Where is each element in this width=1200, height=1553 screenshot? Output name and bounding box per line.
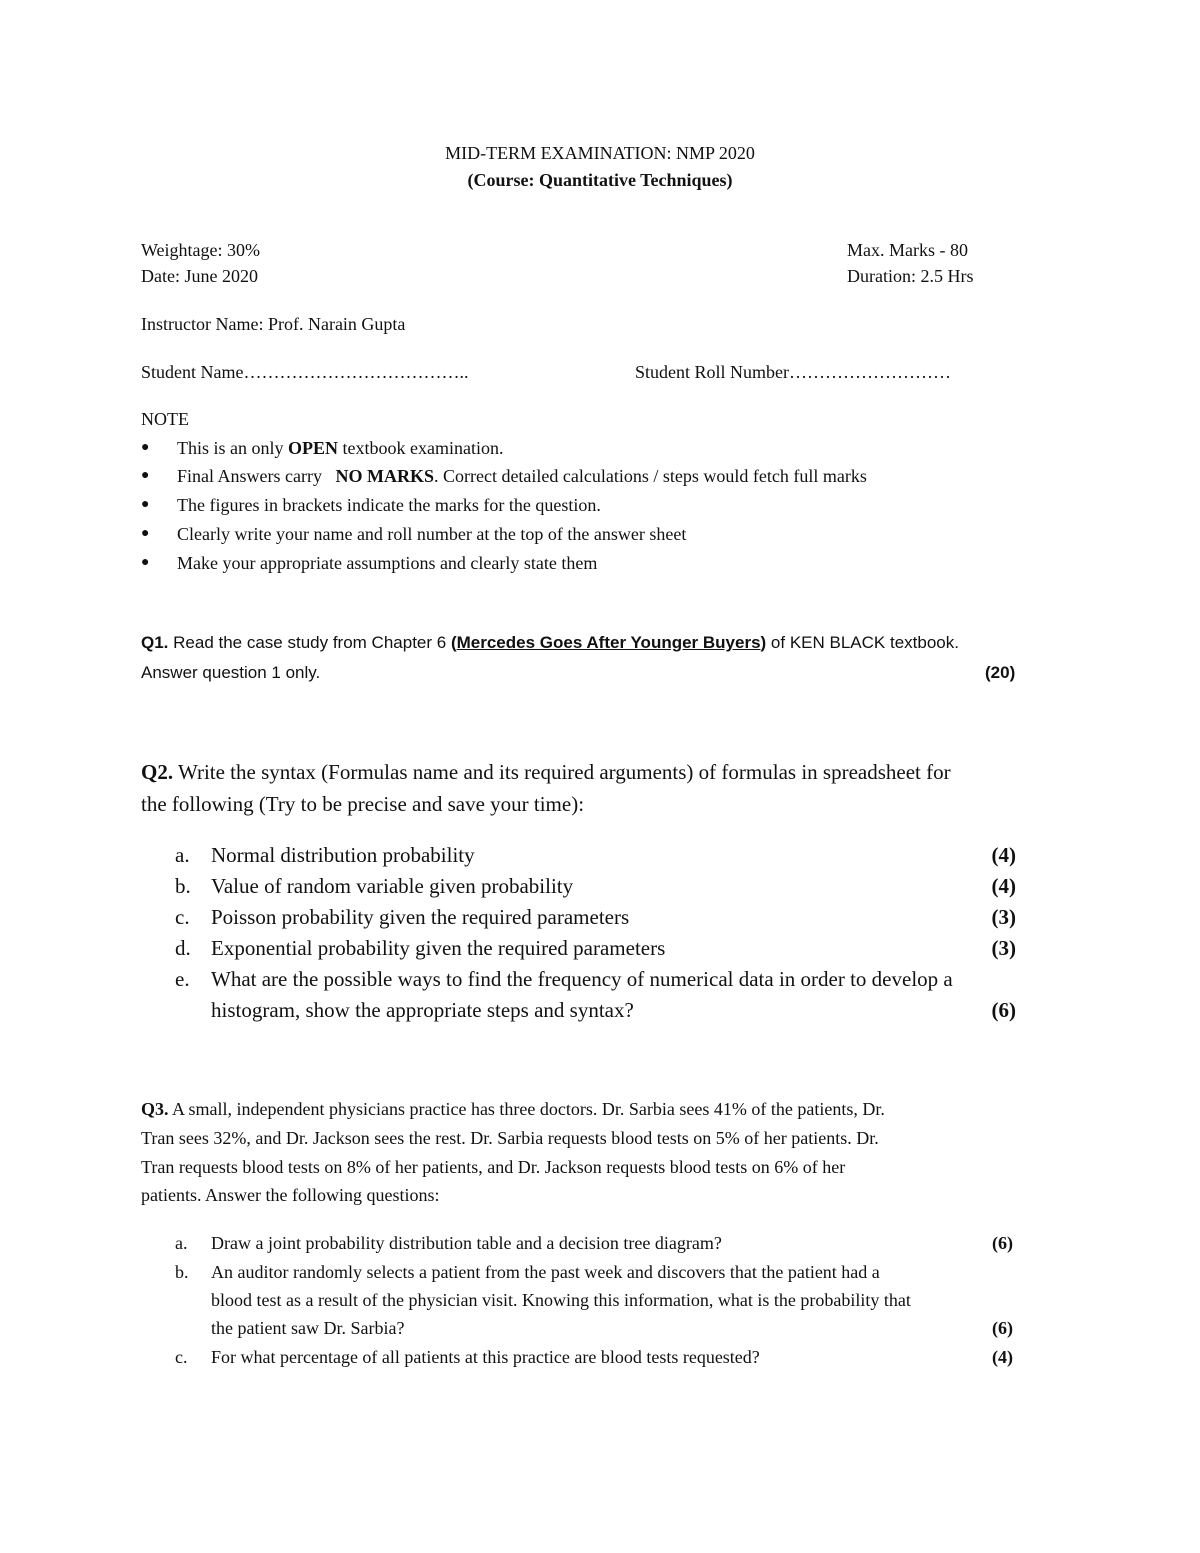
max-marks: Max. Marks - 80 — [847, 240, 968, 260]
note-heading: NOTE — [141, 409, 189, 429]
exam-title: MID-TERM EXAMINATION: NMP 2020 — [445, 143, 755, 163]
q1-marks: (20) — [985, 663, 1016, 682]
q3-label: Q3. — [141, 1099, 169, 1119]
exam-page: MID-TERM EXAMINATION: NMP 2020 (Course: Quantitative Techniques) Weightage: 30% Max. Marks - 80 Date: June 2020 Duration: 2.5 Hrs Instructor Name: Prof. Narain Gupta Student Name……………………………….. Student Roll Number……………………… NOTE ● This is an only OPEN textbook examination. ● Final Answers carry NO MARKS. Correct detailed calculations / steps would fetch full marks ● The figures in brackets indicate the marks for the question. ● Clearly write your name and roll number at the top of the answer sheet ● Make your appropriate assumptions and clearly state them Q1. Read the case study from Chapter 6 (Mercedes Goes After Younger Buyers) of KEN BLACK textbook. Answer question 1 only. (20) Q2. Write the syntax (Formulas name and its required arguments) of formulas in spreadsheet for the following (Try to be precise and save your time): a. Normal distribution probability (4) b. Value of random variable given probability (4) c. Poisson probability given the required parameters (3) d. Exponential probability given the required parameters (3) e. What are the possible ways to find the frequency of numerical data in order to develop a histogram, show the appropriate steps and syntax? (6) Q3. A small, independent physicians practice has three doctors. Dr. Sarbia sees 41% of the patients, Dr. Tran sees 32%, and Dr. Jackson sees the rest. Dr. Sarbia requests blood tests on 5% of her patients. Dr. Tran requests blood tests on 8% of her patients, and Dr. Jackson requests blood tests on 6% of her patients. Answer the following questions: a. Draw a joint probability distribution table and a decision tree diagram? (6) b. An auditor randomly selects a patient from the past week and discovers that the patient had a blood test as a result of the physician visit. Knowing this information, what is the probability that the patient saw Dr. Sarbia? (6) c. For what percentage of all patients at this practice are blood tests requested? (4) — [0, 0, 1200, 1553]
q3-line1: Q3. A small, independent physicians practice has three doctors. Dr. Sarbia sees 41% of the patients, Dr. — [141, 1099, 885, 1119]
q2-line2: the following (Try to be precise and save your time): — [141, 792, 585, 816]
bullet-icon: ● — [141, 526, 150, 541]
q3-line3: Tran requests blood tests on 8% of her patients, and Dr. Jackson requests blood tests on 6% of her — [141, 1157, 846, 1177]
q1-line1: Q1. Read the case study from Chapter 6 (Mercedes Goes After Younger Buyers) of KEN BLACK textbook. — [141, 633, 959, 652]
q3-line4: patients. Answer the following questions: — [141, 1185, 440, 1205]
bullet-icon: ● — [141, 468, 150, 483]
bullet-icon: ● — [141, 440, 150, 455]
q1-line2: Answer question 1 only. — [141, 663, 321, 682]
weightage: Weightage: 30% — [141, 240, 261, 260]
exam-date: Date: June 2020 — [141, 266, 258, 286]
q2-line1: Q2. Write the syntax (Formulas name and its required arguments) of formulas in spreadsheet for — [141, 760, 951, 784]
case-study-title: Mercedes Goes After Younger Buyers — [456, 633, 761, 652]
q2-label: Q2. — [141, 760, 174, 784]
student-name-field: Student Name……………………………….. — [141, 362, 469, 382]
instructor-name: Instructor Name: Prof. Narain Gupta — [141, 314, 406, 334]
student-roll-field: Student Roll Number……………………… — [635, 362, 951, 382]
q3-line2: Tran sees 32%, and Dr. Jackson sees the rest. Dr. Sarbia requests blood tests on 5% of her patients. Dr. — [141, 1128, 879, 1148]
bullet-icon: ● — [141, 497, 150, 512]
bullet-icon: ● — [141, 555, 150, 570]
duration: Duration: 2.5 Hrs — [847, 266, 974, 286]
course-title: (Course: Quantitative Techniques) — [467, 170, 733, 190]
q1-label: Q1. — [141, 633, 169, 652]
